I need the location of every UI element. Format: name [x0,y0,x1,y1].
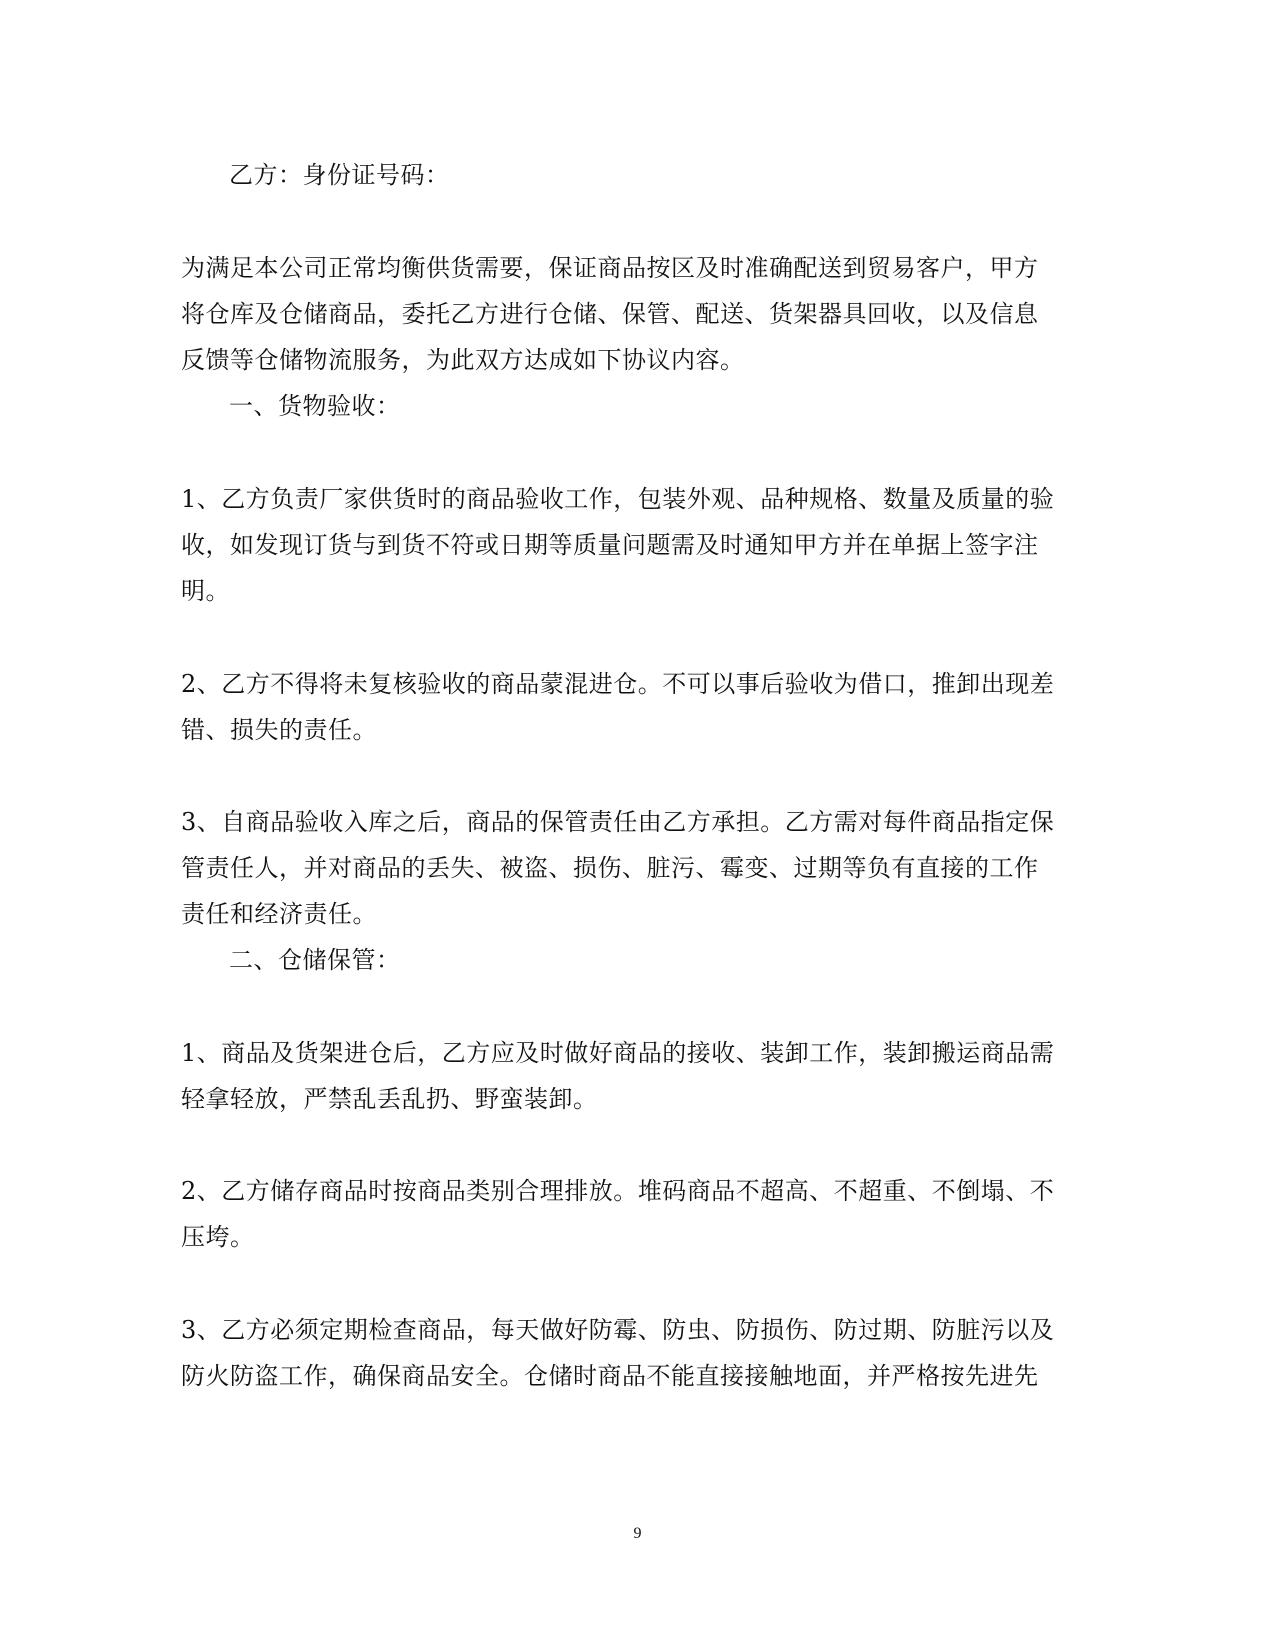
paragraph-line: 防火防盗工作，确保商品安全。仓储时商品不能直接接触地面，并严格按先进先 [181,1362,1039,1390]
paragraph-line: 责任和经济责任。 [181,900,377,928]
paragraph-line: 错、损失的责任。 [181,716,377,744]
paragraph-line: 轻拿轻放，严禁乱丢乱扔、野蛮装卸。 [181,1085,598,1113]
paragraph-line: 明。 [181,577,230,605]
paragraph-line: 3、自商品验收入库之后，商品的保管责任由乙方承担。乙方需对每件商品指定保 [181,808,1055,836]
paragraph-line: 管责任人，并对商品的丢失、被盗、损伤、脏污、霉变、过期等负有直接的工作 [181,854,1039,882]
paragraph-line: 3、乙方必须定期检查商品，每天做好防霉、防虫、防损伤、防过期、防脏污以及 [181,1316,1055,1344]
paragraph-line: 压垮。 [181,1223,255,1251]
paragraph-line: 反馈等仓储物流服务，为此双方达成如下协议内容。 [181,346,745,374]
paragraph-line: 将仓库及仓储商品，委托乙方进行仓储、保管、配送、货架器具回收，以及信息 [181,300,1039,328]
paragraph-line: 1、乙方负责厂家供货时的商品验收工作，包装外观、品种规格、数量及质量的验 [181,485,1055,513]
paragraph-line: 2、乙方储存商品时按商品类别合理排放。堆码商品不超高、不超重、不倒塌、不 [181,1177,1055,1205]
paragraph-line: 为满足本公司正常均衡供货需要，保证商品按区及时准确配送到贸易客户，甲方 [181,254,1039,282]
page-number: 9 [633,1525,642,1542]
section-heading: 二、仓储保管： [229,946,401,974]
paragraph-line: 收，如发现订货与到货不符或日期等质量问题需及时通知甲方并在单据上签字注 [181,531,1039,559]
section-heading: 一、货物验收： [229,392,401,420]
paragraph-line: 1、商品及货架进仓后，乙方应及时做好商品的接收、装卸工作，装卸搬运商品需 [181,1039,1055,1067]
party-b-id-line: 乙方：身份证号码： [229,161,450,189]
paragraph-line: 2、乙方不得将未复核验收的商品蒙混进仓。不可以事后验收为借口，推卸出现差 [181,670,1055,698]
